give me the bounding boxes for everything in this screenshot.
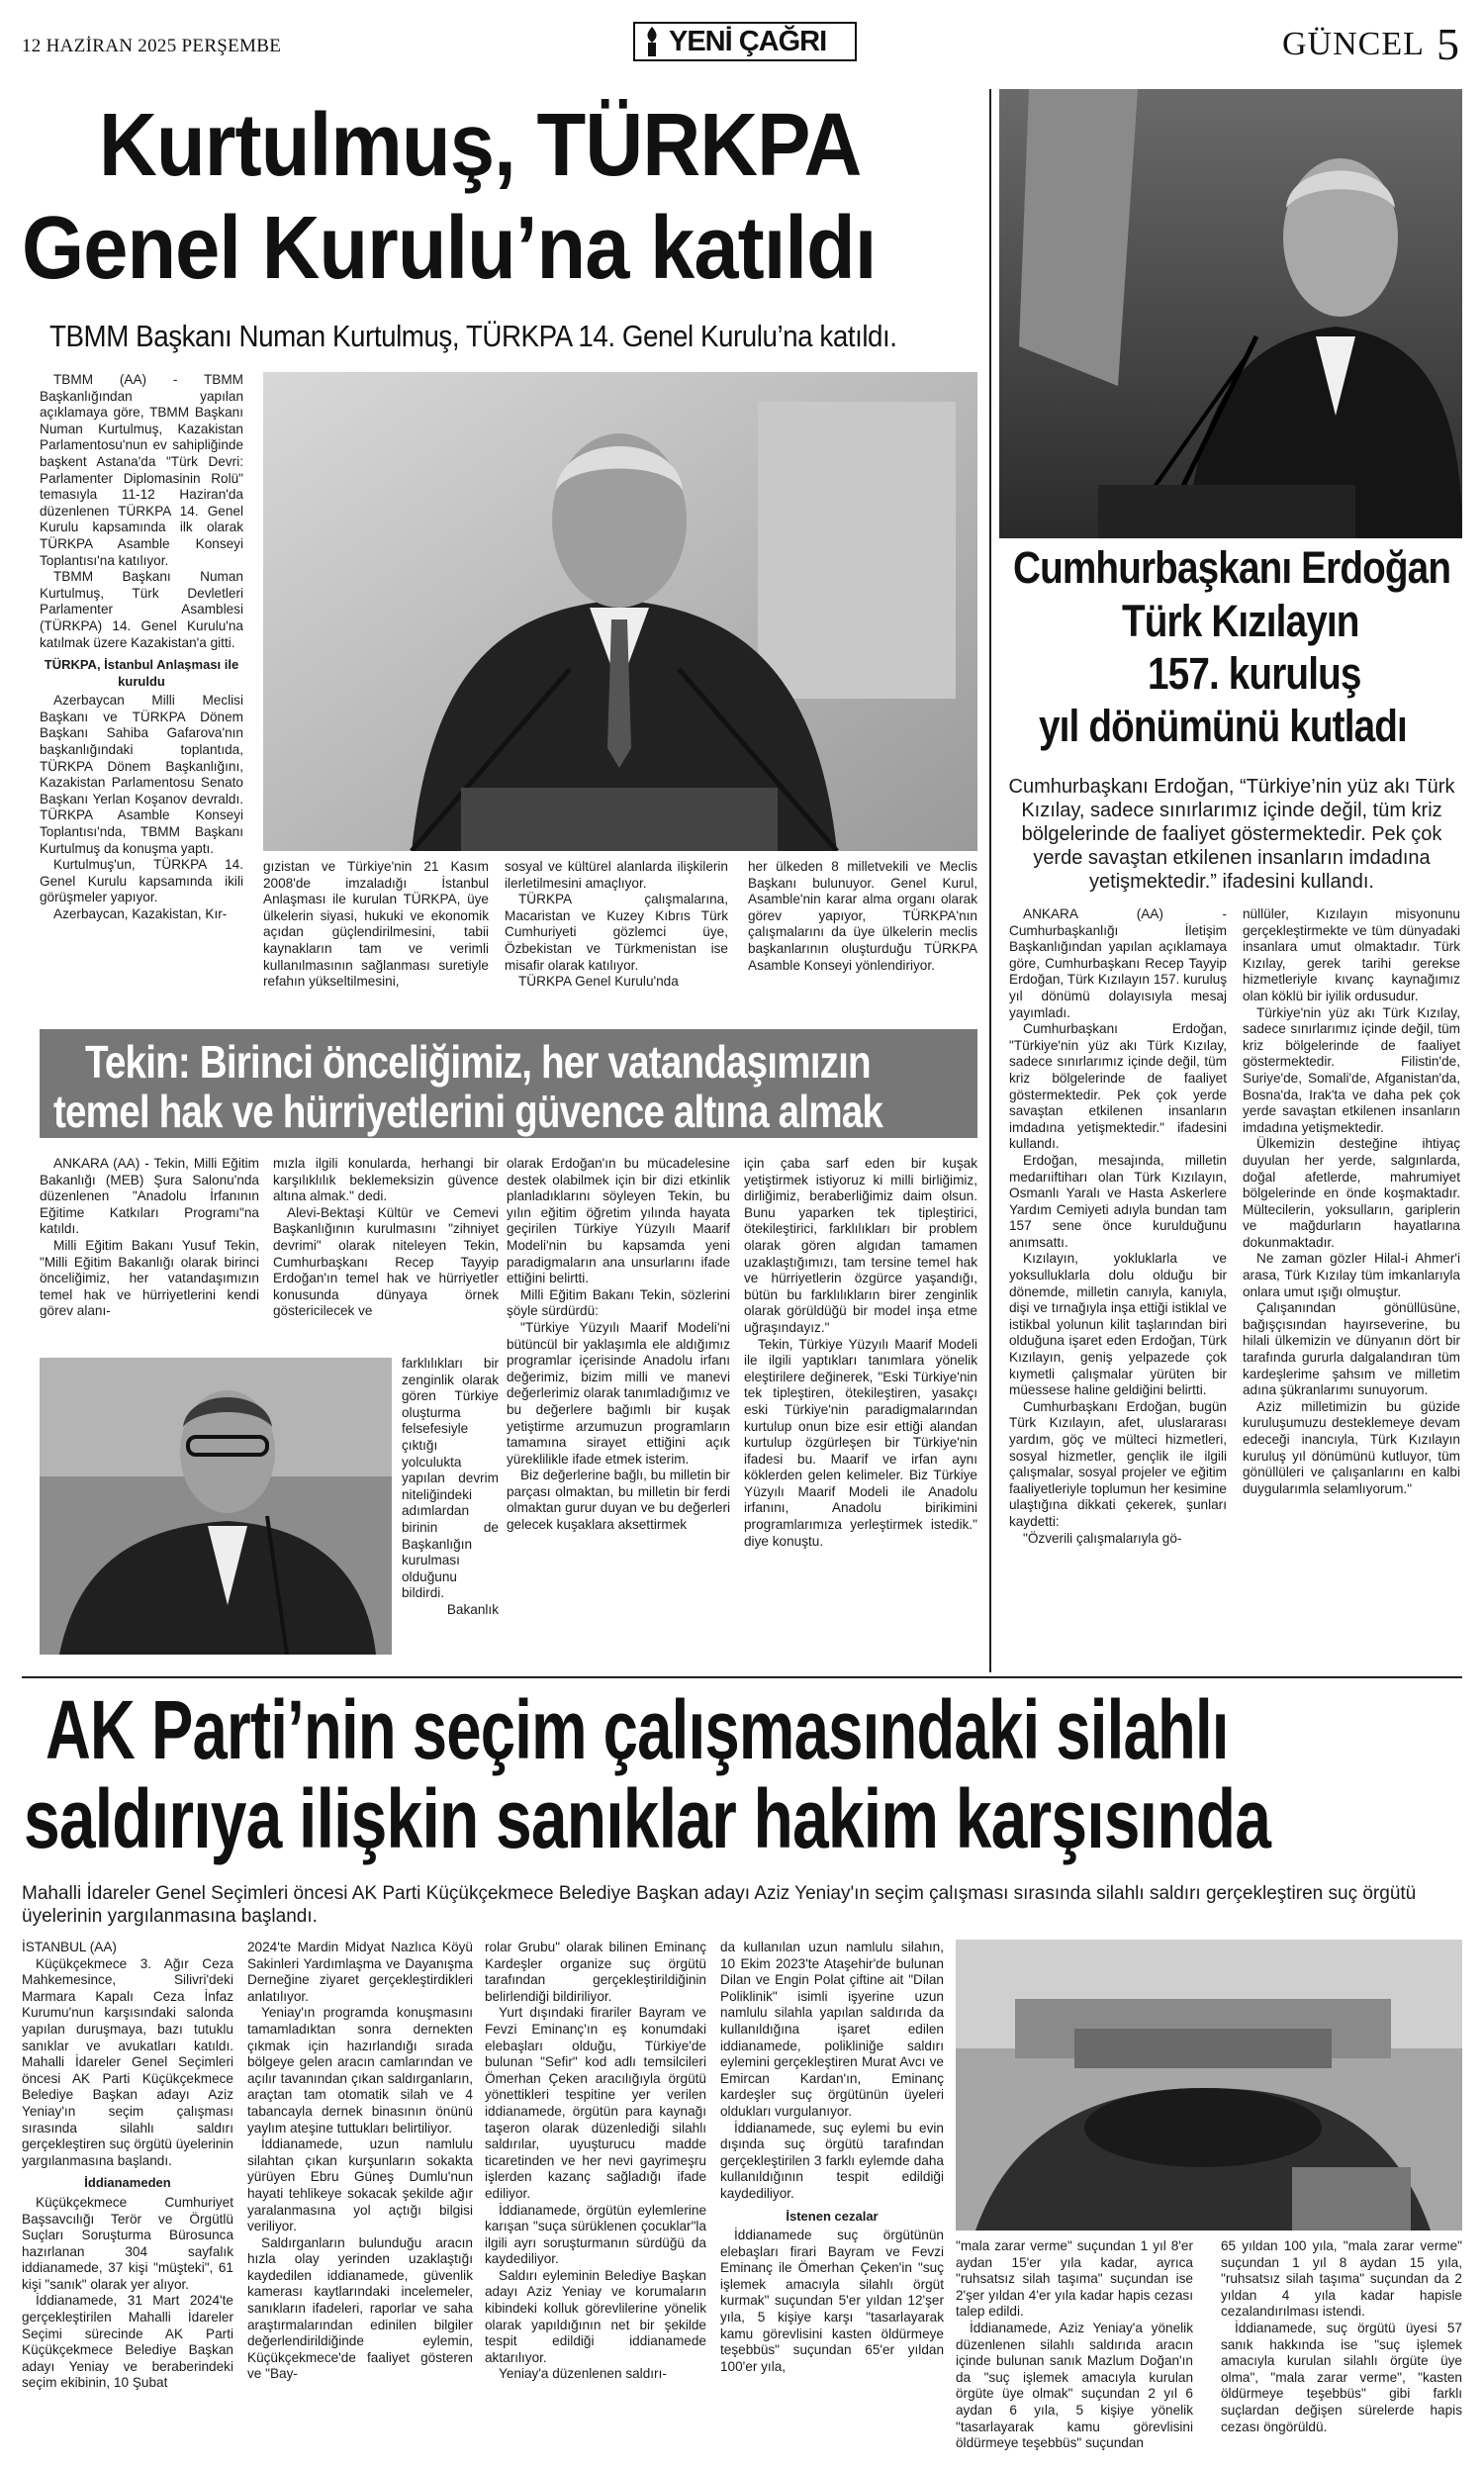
- issue-date: 12 HAZİRAN 2025 PERŞEMBE: [22, 36, 282, 56]
- story4-photo: [956, 1940, 1462, 2231]
- story4-column-2: 2024'te Mardin Midyat Nazlıca Köyü Sakinleri Yardımlaşma ve Dayanışma Derneğine ziyaret gerçekleştirdikleri anlatılıyor. Yeniay'ın programda konuşmasını tamamladıktan sonra dernekten çıkmak için hazırlandığı sırada bölgeye gelen aracın camlarından ve açılır tavanından çıkan saldırganların, araçtan tam otomatik silah ve 4 tabancayla dernek binasının önünü yaylım ateşine tuttukları belirtiliyor. İddianamede, uzun namlulu silahtan çıkan kurşunların sokakta yürüyen Ebru Güneş Dumlu'nun hayati tehlikeye sokacak şekilde ağır yaralanmasına yol açtığı bilgisi veriliyor. Saldırganların bulunduğu aracın hızla olay yerinden uzaklaştığı kaydedilen iddianamede, güvenlik kamerası kaytlarındaki incelemeler, sanıkların ifadeleri, raporlar ve saha araştırmalarından edinilen bilgiler değerlendirildiğinde eylemin, Küçükçekmece'de faaliyet gösteren ve "Bay-: [247, 1940, 473, 2382]
- story3-headline-line3: 157. kuruluş: [1148, 648, 1361, 699]
- story1-column-4: her ülkeden 8 milletvekili ve Meclis Başkanı bulunuyor. Genel Kurul, Asamble'nin karar alma organı olarak görev yapıyor, TÜRKPA'nın çalışmalarını da üye ülkelerin meclis başkanlarının oluşturduğu TÜRKPA Asamble Konseyi yönlendiriyor.: [748, 859, 977, 973]
- story2-headline-line1: Tekin: Birinci önceliğimiz, her vatandaşımızın: [85, 1036, 871, 1088]
- story4-deck: Mahalli İdareler Genel Seçimleri öncesi AK Parti Küçükçekmece Belediye Başkan adayı Aziz Yeniay'ın seçim çalışması sırasında silahlı saldırı gerçekleştiren suç örgütü üyelerinin yargılanmasına başlandı.: [22, 1883, 1417, 1927]
- story1-column-2: gızistan ve Türkiye'nin 21 Kasım 2008'de imzaladığı İstanbul Anlaşması ile kurulan TÜRKPA, üye ülkelerin siyasi, hukuki ve ekonomik açıdan güçlendirilmesini, tabii kaynakların tam ve verimli kullanılmasının sağlanması suretiyle refahın yükseltilmesini,: [263, 859, 489, 990]
- story1-column-3: sosyal ve kültürel alanlarda ilişkilerin ilerletilmesini amaçlıyor. TÜRKPA çalışmalarına, Macaristan ve Kuzey Kıbrıs Türk Cumhuriyeti gözlemci üye, Özbekistan ve Türkmenistan ise misafir olarak katılıyor. TÜRKPA Genel Kurulu'nda: [505, 859, 728, 990]
- story2-headline-line2: temel hak ve hürriyetlerini güvence altına almak: [53, 1086, 883, 1137]
- story3-headline-line4: yıl dönümünü kutladı: [1039, 701, 1407, 751]
- story1-subhead: TÜRKPA, İstanbul Anlaşması ile kuruldu: [44, 657, 239, 689]
- story4-subhead-1: İddianameden: [84, 2175, 171, 2191]
- story3-photo: [999, 89, 1462, 538]
- torch-icon: [639, 25, 665, 58]
- story3-column-2: nüllüler, Kızılayın misyonunu gerçekleştirmekte ve tüm dünyadaki insanlara umut olmaktadır. Türk Kızılay, gerek tarihi gerekse hizmetleriyle kıvanç kaynağımız olan köklü bir iyilik ordusudur. Türkiye'nin yüz akı Türk Kızılay, sadece sınırlarımız içinde değil, tüm kriz bölgelerinde de faaliyet göstermektedir. Filistin'de, Suriye'de, Somali'de, Afganistan'da, Bosna'da, Irak'ta ve daha pek çok yerde savaştan etkilenen insanların imdadına yetişmektedir. Ülkemizin desteğine ihtiyaç duyulan her yerde, salgınlarda, doğal afetlerde, mahrumiyet bölgelerinde en önde koşmaktadır. Mültecilerin, yoksulların, gariplerin ve mağdurların hayatlarına dokunmaktadır. Ne zaman gözler Hilal-i Ahmer'i arasa, Türk Kızılay tüm imkanlarıyla onlara umut ışığı olmuştur. Çalışanından gönüllüsüne, bağışçısından hayırseverine, bu hilali ülkemizin ve dünyanın dört bir tarafında gururla dalgalandıran tüm kardeşlerime şahsım ve milletim adına şükranlarımı sunuyorum. Aziz milletimizin bu güzide kuruluşumuzu desteklemeye devam edeceği inancıyla, Türk Kızılayın kuruluş yıl dönümünü kutluyor, tüm gönüllüleri ve çalışanlarını en kalbi duygularımla selamlıyorum.": [1243, 906, 1460, 1496]
- story1-headline-line2: Genel Kurulu’na katıldı: [22, 199, 877, 298]
- story2-column-3: olarak Erdoğan'ın bu mücadelesine destek olabilmek için bir dizi etkinlik planladıklarını söyleyen Tekin, bu yılın eğitim öğretim yılında hayata geçirilen Türkiye Yüzyılı Maarif Modeli'nin bu kapsamda yeni paradigmaların ana unsurlarını ifade ettiğini belirtti. Milli Eğitim Bakanı Tekin, sözlerini şöyle sürdürdü: "Türkiye Yüzyılı Maarif Modeli'ni bütüncül bir yaklaşımla ele aldığımız programlar içerisinde Anadolu irfanı değerimiz, bizim milli ve manevi değerlerimiz olarak tanımladığımız ve bu değerlere bağımlı bir kuşak yetiştirme arzumuzun programların tamamına sirayet ettiğini açık yüreklilikle ifade etmek isterim. Biz değerlerine bağlı, bu milletin bir parçası olmaktan, bu milletin bir ferdi olmaktan gurur duyan ve bu değerleri gelecek kuşaklara aksettirmek: [507, 1156, 730, 1533]
- story4-column-1: İSTANBUL (AA) Küçükçekmece 3. Ağır Ceza Mahkemesince, Silivri'deki Marmara Kapalı Ceza İnfaz Kurumu'nun karşısındaki salonda yapılan duruşmaya, bazı tutuklu sanıklar ve avukatları katıldı. Mahalli İdareler Genel Seçimleri öncesi AK Parti Küçükçekmece Belediye Başkan adayı Aziz Yeniay'ın seçim çalışması sırasında silahlı saldırı gerçekleştiren suç örgütü üyelerinin yargılanmasına başlandı. İddianameden Küçükçekmece Cumhuriyet Başsavcılığı Terör ve Örgütlü Suçları Soruşturma Bürosunca hazırlanan 304 sayfalık iddianamede, 37 kişi "müşteki", 61 kişi "sanık" olarak yer alıyor. İddianamede, 31 Mart 2024'te gerçekleştirilen Mahalli İdareler Seçimi sürecinde AK Parti Küçükçekmece Belediye Başkan adayı Yeniay ve beraberindeki seçim ekibinin, 10 Şubat: [22, 1940, 233, 2391]
- story1-column-1: TBMM (AA) - TBMM Başkanlığından yapılan açıklamaya göre, TBMM Başkanı Numan Kurtulmuş, Kazakistan Parlamentosu'nun ev sahipliğinde başkent Astana'da "Türk Devri: Parlamenter Diplomasinin Rolü" temasıyla 11-12 Haziran'da düzenlenen TÜRKPA 14. Genel Kurulu kapsamında ilk olarak TÜRKPA Asamble Konseyi Toplantısı'na katılıyor. TBMM Başkanı Numan Kurtulmuş, Türk Devletleri Parlamenter Asamblesi (TÜRKPA) 14. Genel Kurulu'na katılmak üzere Kazakistan'a gitti. TÜRKPA, İstanbul Anlaşması ile kuruldu Azerbaycan Milli Meclisi Başkanı ve TÜRKPA Dönem Başkanı Sahiba Gafarova'nın başkanlığındaki toplantıda, TÜRKPA Dönem Başkanlığını, Kazakistan Parlamentosu Senato Başkanı Yerlan Koşanov devraldı. TÜRKPA Asamble Konseyi Toplantısı'nda, TBMM Başkanı Kurtulmuş da konuşma yaptı. Kurtulmuş'un, TÜRKPA 14. Genel Kurulu kapsamında ikili görüşmeler yapıyor. Azerbaycan, Kazakistan, Kır-: [40, 372, 243, 921]
- story3-headline-line1: Cumhurbaşkanı Erdoğan: [1013, 542, 1451, 593]
- masthead: [0, 0, 1484, 79]
- section-label: GÜNCEL: [1282, 26, 1425, 62]
- story2-photo: [40, 1358, 392, 1655]
- story4-headline-line1: AK Parti’nin seçim çalışmasındaki silahlı: [46, 1683, 1229, 1776]
- story3-headline-line2: Türk Kızılayın: [1122, 596, 1359, 646]
- story3-frame-left: [989, 89, 991, 1672]
- story3-column-1: ANKARA (AA) - Cumhurbaşkanlığı İletişim Başkanlığından yapılan açıklamaya göre, Cumhurbaşkanı Recep Tayyip Erdoğan, Türk Kızılayın 157. kuruluş yıl dönümü dolayısıyla mesaj yayımladı. Cumhurbaşkanı Erdoğan, "Türkiye'nin yüz akı Türk Kızılay, sadece sınırlarımız içinde değil, tüm kriz bölgelerinde de faaliyet göstermektedir. Pek çok yerde savaştan etkilenen insanların imdadına yetişmektedir." ifadesini kullandı. Erdoğan, mesajında, milletin medarıiftiharı olan Türk Kızılayın, Osmanlı Yaralı ve Hasta Askerlere Yardım Cemiyeti adıyla bundan tam 157 sene önce kurulduğunu anımsattı. Kızılayın, yokluklarla ve yoksulluklarla dolu olduğu bir dönemde, milletin canıyla, kanıyla, dişi ve tırnağıyla inşa ettiği istiklal ve istikbal yolunun kilit taşlarından biri olduğuna işaret eden Erdoğan, Türk Kızılayın, geniş yelpazede çok kıymetli çalışmalar yürüten bir müessese haline geldiğini belirtti. Cumhurbaşkanı Erdoğan, bugün Türk Kızılayın, afet, uluslararası yardım, göç ve mülteci hizmetleri, sosyal hizmetler, gençlik ile ilgili çalışmalar, sosyal projeler ve eğitim faaliyetleriyle toplumun her kesimine ulaştığına dikkati çekerek, şunları kaydetti: "Özverili çalışmalarıyla gö-: [1009, 906, 1227, 1546]
- story2-column-4: için çaba sarf eden bir kuşak yetiştirmek istiyoruz ki milli birliğimiz, dirliğimiz, beraberliğimiz daim olsun. Bunu yaparken tek tipleştirici, ötekileştirici, farklılıkları bir problem olarak gören algıdan tamamen uzaklaştığımızı, tam tersine temel hak ve hürriyetlerin özgürce yaşandığı, bütün bu farklılıkların birer zenginlik olarak görüldüğü bir model inşa etme uğraşındayız." Tekin, Türkiye Yüzyılı Maarif Modeli ile ilgili yaptıkları tanımlara yönelik eleştirilere değinerek, "Eski Türkiye'nin tek tipleştiren, ötekileştiren, yasakçı eski Türkiye'nin paradigmalarından kurtulup onun bize esir ettiği alandan kurtulup özgürleşen bir Türkiye'nin ifadesi bu. Maarif ve irfan aynı köklerden gelen kelimeler. Biz Türkiye Yüzyılı Maarif Modeli ile Anadolu irfanını, Anadolu birikimini programlarımıza yerleştirmek istedik." diye konuştu.: [744, 1156, 977, 1549]
- story1-deck: TBMM Başkanı Numan Kurtulmuş, TÜRKPA 14. Genel Kurulu’na katıldı.: [49, 319, 897, 353]
- story2-headline-banner: [40, 1029, 977, 1138]
- story4-column-5: "mala zarar verme" suçundan 1 yıl 8'er aydan 15'er yıla kadar, ayrıca "ruhsatsız silah taşıma" suçundan ise 2'şer yıldan 4'er yıla kadar hapis cezası talep edildi. İddianamede, Aziz Yeniay'a yönelik düzenlenen silahlı saldırıda aracın içinde bulunan sanık Mazlum Doğan'ın da "suç işlemek amacıyla kurulan örgüte üye olmak" suçundan 2 yıl 6 aydan 6 yıla, 5 kişiye yönelik "tasarlayarak kamu görevlisini öldürmeye teşebbüs" suçundan: [956, 2238, 1193, 2451]
- story3-deck: Cumhurbaşkanı Erdoğan, “Türkiye’nin yüz akı Türk Kızılay, sadece sınırlarımız içinde değil, tüm kriz bölgelerinde de faaliyet göstermektedir. Pek çok yerde savaştan etkilenen insanların imdadına yetişmektedir.” ifadesini kullandı.: [1008, 776, 1455, 893]
- logo-text: YENİ ÇAĞRI: [669, 25, 827, 57]
- story2-column-2b: farklılıkları bir zenginlik olarak gören Türkiye oluşturma felsefesiyle çıktığı yolculukta yapılan devrim niteliğindeki adımlardan birinin de Başkanlığın kurulması olduğunu bildirdi. Bakanlık: [402, 1356, 499, 1617]
- story2-column-2: mızla ilgili konularda, herhangi bir karşılıklılık beklemeksizin güvence altına almak." dedi. Alevi-Bektaşi Kültür ve Cemevi Başkanlığının kurulmasını "zihniyet devrimi" olarak niteleyen Tekin, Cumhurbaşkanı Recep Tayyip Erdoğan'ın temel hak ve hürriyetler konusunda dünyaya örnek göstericilecek ve: [273, 1156, 499, 1319]
- story4-headline-line2: saldırıya ilişkin sanıklar hakim karşısında: [24, 1772, 1271, 1865]
- story4-top-rule: [22, 1676, 1462, 1678]
- logo: [633, 22, 857, 61]
- story2-column-1: ANKARA (AA) - Tekin, Milli Eğitim Bakanlığı (MEB) Şura Salonu'nda düzenlenen "Anadolu İrfanının Eğitime Katkıları Programı"na katıldı. Milli Eğitim Bakanı Yusuf Tekin, "Milli Eğitim Bakanlığı olarak birinci önceliğimiz, her vatandaşımızın temel hak ve hürriyetlerini kendi görev alanı-: [40, 1156, 259, 1319]
- story4-column-4: da kullanılan uzun namlulu silahın, 10 Ekim 2023'te Ataşehir'de bulunan Dilan ve Engin Polat çiftine ait "Dilan Poliklinik" isimli işyerine uzun namlulu silahla yapılan saldırıda da kullanıldığına işaret edilen iddianamede, polikliniğe saldırı eylemini gerçekleştiren Murat Avcı ve Emircan Kardan'ın, Eminanç kardeşler suç örgütünün üyeleri oldukları vurgulanıyor. İddianamede, suç eylemi bu evin dışında suç örgütü tarafından gerçekleştirilen 3 farklı eylemde daha kullanıldığının tespit edildiği kaydediliyor. İstenen cezalar İddianamede suç örgütünün elebaşları firari Bayram ve Fevzi Eminanç ile Ömerhan Çeken'in "suç işlemek amacıyla silahlı örgüt kurmak" suçundan 5'er yıldan 12'şer yıla, 5 kişiye karşı "tasarlayarak kamu görevlisini kasten öldürmeye teşebbüs" suçundan 65'er yıldan 100'er yıla,: [720, 1940, 944, 2374]
- story4-column-6: 65 yıldan 100 yıla, "mala zarar verme" suçundan 1 yıl 8 aydan 15 yıla, "ruhsatsız silah taşıma" suçundan da 2 yıldan 4 yıla kadar hapisle cezalandırılması istendi. İddianamede, suç örgütü üyesi 57 sanık hakkında ise "suç işlemek amacıyla kurulan silahlı örgüte üye olma", "mala zarar verme", "kasten öldürmeye teşebbüs" gibi farklı suçlardan değişen sürelerde hapis cezası öngörüldü.: [1221, 2238, 1462, 2434]
- page-number: 5: [1437, 19, 1459, 69]
- story4-column-3: rolar Grubu" olarak bilinen Eminanç Kardeşler organize suç örgütü tarafından gerçekleştirildiğinin belirlendiği bildiriliyor. Yurt dışındaki firariler Bayram ve Fevzi Eminanç'ın eş konumdaki elebaşları olduğu, Türkiye'de bulunan "Sefir" kod adlı temsilcileri Ömerhan Çeken aracılığıyla örgütü yönettikleri tespitine yer verilen iddianamede, örgütün para kaynağı taşeron olarak düzenlediği silahlı saldırılar, uyuşturucu madde ticaretinden ve her nevi gayrimeşru işlerden kazanç sağladığı ifade ediliyor. İddianamede, örgütün eylemlerine karışan "suça sürüklenen çocuklar"la ilgili ayrı soruşturmanın sürdüğü da kaydediliyor. Saldırı eyleminin Belediye Başkan adayı Aziz Yeniay ve korumaların kibindeki kolluk görevlilerine yönelik olarak yapıldığının net bir şekilde tespit edildiği iddianamede aktarılıyor. Yeniay'a düzenlenen saldırı-: [485, 1940, 706, 2382]
- story1-headline-line1: Kurtulmuş, TÜRKPA: [99, 96, 862, 195]
- story1-photo: [263, 372, 977, 851]
- story4-subhead-2: İstenen cezalar: [786, 2208, 879, 2224]
